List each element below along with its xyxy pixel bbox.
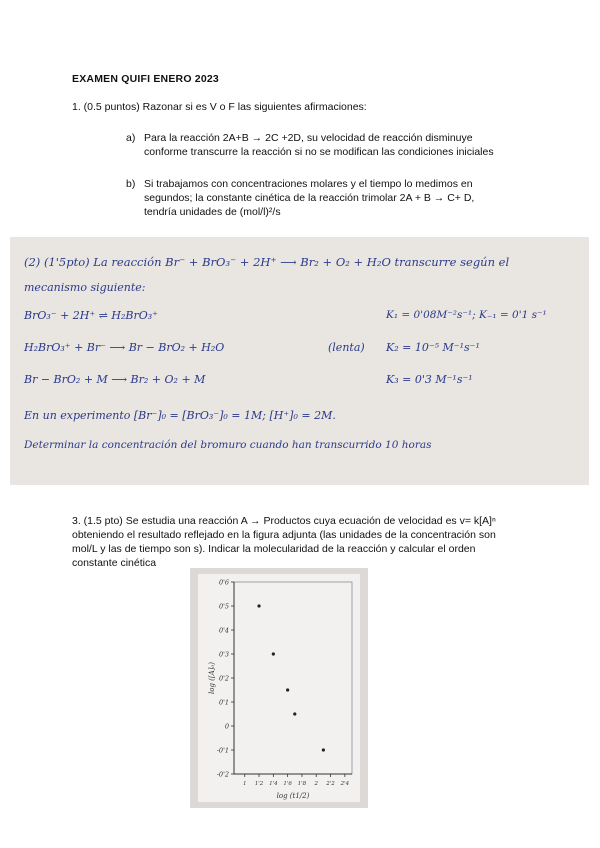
data-point	[293, 712, 296, 715]
option-b-label: b)	[126, 178, 136, 190]
question-3-line3: mol/L y las de tiempo son s). Indicar la molecularidad de la reacción y calcular el orden	[72, 543, 476, 555]
question-3-line2: obteniendo el resultado reflejado en la figura adjunta (las unidades de la concentración son	[72, 529, 496, 541]
data-point	[286, 688, 289, 691]
x-tick-label: 2'2	[326, 781, 335, 787]
q2-step3-constant: K₃ = 0'3 M⁻¹s⁻¹	[386, 373, 473, 386]
question-3-line1: 3. (1.5 pto) Se estudia una reacción A → Productos cuya ecuación de velocidad es v= k[A]ⁿ	[72, 515, 496, 527]
y-tick-label: 0'1	[218, 698, 229, 707]
x-tick-label: 1	[242, 781, 247, 787]
q2-line2: mecanismo siguiente:	[24, 281, 146, 294]
y-tick-label: -0'2	[216, 770, 229, 779]
q2-step3: Br − BrO₂ + M ⟶ Br₂ + O₂ + M	[24, 373, 206, 386]
option-a-label: a)	[126, 132, 136, 144]
x-axis-label: log (t1/2)	[276, 792, 310, 800]
option-b-text-line2: segundos; la constante cinética de la reacción trimolar 2A + B → C+ D,	[144, 192, 475, 204]
data-point	[257, 604, 260, 607]
q2-step1-constants: K₁ = 0'08M⁻²s⁻¹; K₋₁ = 0'1 s⁻¹	[386, 309, 547, 321]
option-b-text-line3: tendría unidades de (mol/l)²/s	[144, 206, 281, 218]
question-1-header: 1. (0.5 puntos) Razonar si es V o F las siguientes afirmaciones:	[72, 101, 367, 113]
handwritten-question-2	[10, 237, 589, 485]
x-tick-label: 1'6	[283, 781, 292, 787]
data-point	[322, 748, 325, 751]
option-a-text-line2: conforme transcurre la reacción si no se modifican las condiciones iniciales	[144, 146, 494, 158]
x-tick-label: 2'4	[340, 781, 350, 787]
q2-line1: (2) (1'5pto) La reacción Br⁻ + BrO₃⁻ + 2H⁺ ⟶ Br₂ + O₂ + H₂O transcurre según el	[24, 255, 510, 269]
q2-conditions: En un experimento [Br⁻]₀ = [BrO₃⁻]₀ = 1M; [H⁺]₀ = 2M.	[24, 409, 336, 422]
y-tick-label: 0'2	[218, 674, 229, 683]
y-tick-label: -0'1	[216, 746, 229, 755]
x-tick-label: 1'8	[297, 781, 307, 787]
y-tick-label: 0	[224, 722, 229, 731]
y-tick-label: 0'3	[218, 650, 229, 659]
x-tick-label: 1'4	[269, 781, 278, 787]
option-a-text-line1: Para la reacción 2A+B → 2C +2D, su velocidad de reacción disminuye	[144, 132, 473, 144]
y-axis-label: log ([A]₀)	[208, 662, 216, 694]
q2-step2-note: (lenta)	[328, 341, 365, 354]
data-point	[272, 652, 275, 655]
q2-step2: H₂BrO₃⁺ + Br⁻ ⟶ Br − BrO₂ + H₂O	[24, 341, 225, 354]
y-tick-label: 0'6	[218, 578, 229, 587]
x-tick-label: 2	[314, 781, 318, 787]
y-tick-label: 0'4	[218, 626, 229, 635]
x-tick-label: 1'2	[254, 781, 264, 787]
q2-step2-constant: K₂ = 10⁻⁵ M⁻¹s⁻¹	[386, 341, 480, 354]
exam-title: EXAMEN QUIFI ENERO 2023	[72, 73, 219, 85]
q2-question: Determinar la concentración del bromuro cuando han transcurrido 10 horas	[24, 439, 432, 451]
y-tick-label: 0'5	[218, 602, 229, 611]
scatter-plot	[190, 568, 368, 808]
question-3-line4: constante cinética	[72, 557, 157, 569]
q2-step1: BrO₃⁻ + 2H⁺ ⇌ H₂BrO₃⁺	[24, 309, 158, 322]
plot-photo	[190, 568, 368, 808]
option-b-text-line1: Si trabajamos con concentraciones molares y el tiempo lo medimos en	[144, 178, 473, 190]
